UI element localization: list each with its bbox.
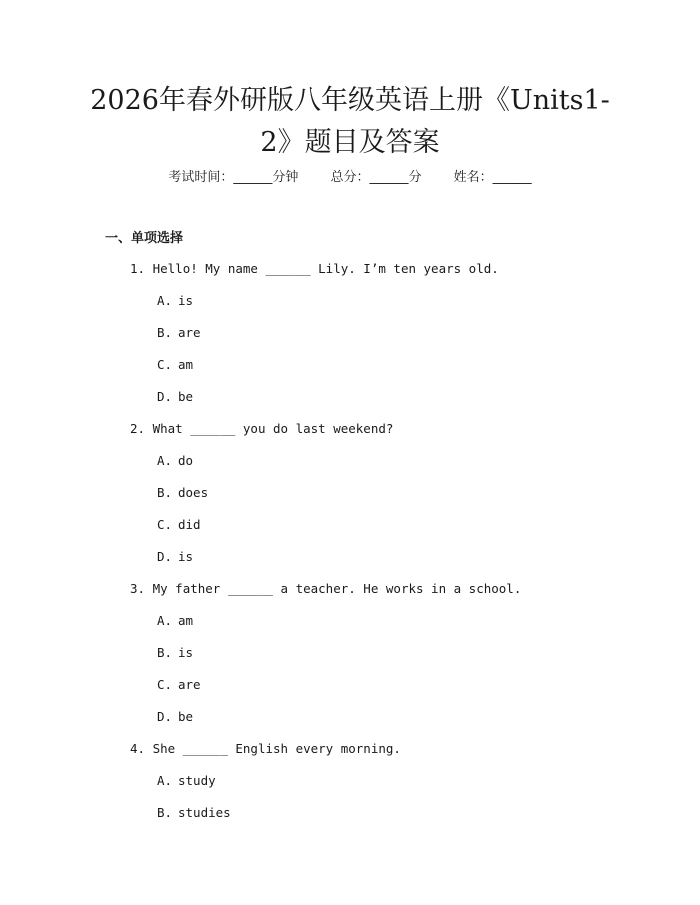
option-letter: A. xyxy=(157,453,173,468)
option-letter: B. xyxy=(157,805,173,820)
option-text: are xyxy=(178,325,201,340)
option-text: be xyxy=(178,389,194,404)
exam-time-field: 考试时间：______分钟 xyxy=(168,170,299,185)
question-number: 1. xyxy=(130,261,146,276)
option-letter: D. xyxy=(157,389,173,404)
question-text: What ______ you do last weekend? xyxy=(152,421,394,436)
answer-option[interactable] xyxy=(157,803,660,835)
option-list xyxy=(130,451,660,579)
option-text: study xyxy=(178,773,216,788)
answer-option[interactable] xyxy=(157,387,660,419)
answer-option[interactable] xyxy=(157,515,660,547)
option-list xyxy=(130,611,660,739)
option-text: am xyxy=(178,613,194,628)
option-text: studies xyxy=(178,805,231,820)
answer-option[interactable] xyxy=(157,291,660,323)
option-letter: A. xyxy=(157,293,173,308)
document-title xyxy=(70,80,630,164)
answer-option[interactable] xyxy=(157,675,660,707)
option-text: are xyxy=(178,677,201,692)
option-text: is xyxy=(178,645,194,660)
option-text: am xyxy=(178,357,194,372)
answer-option[interactable] xyxy=(157,771,660,803)
total-score-field: 总分：______分 xyxy=(330,170,422,185)
option-list xyxy=(130,771,660,835)
option-letter: A. xyxy=(157,773,173,788)
option-letter: B. xyxy=(157,645,173,660)
option-text: does xyxy=(178,485,209,500)
option-letter: D. xyxy=(157,709,173,724)
answer-option[interactable] xyxy=(157,611,660,643)
question-item xyxy=(130,419,660,579)
title-line-2: 2》题目及答案 xyxy=(260,127,440,158)
option-text: is xyxy=(178,293,194,308)
question-text: She ______ English every morning. xyxy=(152,741,401,756)
option-letter: C. xyxy=(157,677,173,692)
question-stem xyxy=(130,259,660,291)
question-stem xyxy=(130,739,660,771)
question-text: Hello! My name ______ Lily. I’m ten years old. xyxy=(152,261,499,276)
answer-option[interactable] xyxy=(157,355,660,387)
question-item xyxy=(130,739,660,835)
option-text: do xyxy=(178,453,194,468)
answer-option[interactable] xyxy=(157,483,660,515)
question-item xyxy=(130,579,660,739)
option-letter: B. xyxy=(157,485,173,500)
question-stem xyxy=(130,579,660,611)
question-number: 4. xyxy=(130,741,146,756)
exam-info xyxy=(0,168,700,188)
option-letter: C. xyxy=(157,517,173,532)
option-text: be xyxy=(178,709,194,724)
option-letter: B. xyxy=(157,325,173,340)
answer-option[interactable] xyxy=(157,451,660,483)
question-stem xyxy=(130,419,660,451)
question-number: 2. xyxy=(130,421,146,436)
section-title: 一、单项选择 xyxy=(105,231,184,246)
question-list xyxy=(130,259,660,835)
option-letter: C. xyxy=(157,357,173,372)
question-item xyxy=(130,259,660,419)
student-name-field: 姓名：______ xyxy=(453,170,532,185)
answer-option[interactable] xyxy=(157,323,660,355)
option-text: is xyxy=(178,549,194,564)
question-text: My father ______ a teacher. He works in a school. xyxy=(152,581,522,596)
option-letter: D. xyxy=(157,549,173,564)
option-text: did xyxy=(178,517,201,532)
answer-option[interactable] xyxy=(157,643,660,675)
question-number: 3. xyxy=(130,581,146,596)
option-letter: A. xyxy=(157,613,173,628)
answer-option[interactable] xyxy=(157,707,660,739)
option-list xyxy=(130,291,660,419)
title-line-1: 2026年春外研版八年级英语上册《Units1- xyxy=(90,85,610,116)
answer-option[interactable] xyxy=(157,547,660,579)
